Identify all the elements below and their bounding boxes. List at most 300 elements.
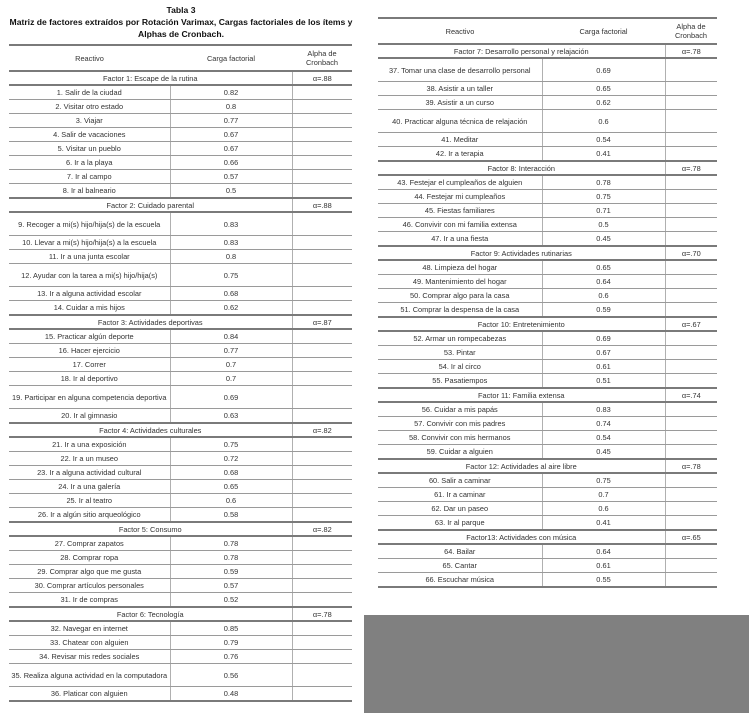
table-row — [9, 437, 352, 452]
item-loading: 0.59 — [170, 565, 292, 579]
item-label: 31. Ir de compras — [9, 593, 170, 608]
item-loading: 0.57 — [170, 170, 292, 184]
item-label: 40. Practicar alguna técnica de relajación — [378, 110, 542, 133]
item-label: 27. Comprar zapatos — [9, 536, 170, 551]
item-label: 11. Ir a una junta escolar — [9, 250, 170, 264]
item-label: 53. Pintar — [378, 346, 542, 360]
item-loading: 0.84 — [170, 329, 292, 344]
item-alpha-empty — [292, 344, 352, 358]
item-alpha-empty — [665, 133, 717, 147]
item-loading: 0.8 — [170, 100, 292, 114]
table-row — [9, 329, 352, 344]
item-label: 17. Correr — [9, 358, 170, 372]
item-loading: 0.64 — [542, 275, 665, 289]
factor-alpha: α=.88 — [292, 71, 352, 85]
factor-name: Factor 8: Interacción — [378, 161, 665, 175]
factor-name: Factor 2: Cuidado parental — [9, 198, 292, 212]
item-alpha-empty — [292, 358, 352, 372]
table-number: Tabla 3 — [166, 5, 196, 15]
table-row — [378, 516, 717, 531]
item-label: 64. Bailar — [378, 544, 542, 559]
item-label: 18. Ir al deportivo — [9, 372, 170, 386]
item-label: 22. Ir a un museo — [9, 452, 170, 466]
factor-header-row — [9, 198, 352, 212]
table-row — [378, 96, 717, 110]
item-alpha-empty — [665, 516, 717, 531]
item-alpha-empty — [665, 289, 717, 303]
table-row — [378, 147, 717, 162]
table-row — [378, 82, 717, 96]
item-loading: 0.85 — [170, 621, 292, 636]
item-alpha-empty — [292, 287, 352, 301]
item-loading: 0.6 — [170, 494, 292, 508]
table-row — [9, 212, 352, 236]
factor-header-row — [378, 246, 717, 260]
item-alpha-empty — [292, 636, 352, 650]
item-label: 1. Salir de la ciudad — [9, 85, 170, 100]
item-loading: 0.83 — [542, 402, 665, 417]
item-loading: 0.69 — [170, 386, 292, 409]
item-loading: 0.69 — [542, 58, 665, 82]
item-alpha-empty — [292, 100, 352, 114]
item-loading: 0.75 — [542, 473, 665, 488]
item-alpha-empty — [292, 621, 352, 636]
item-alpha-empty — [665, 473, 717, 488]
item-loading: 0.75 — [542, 190, 665, 204]
factor-header-row — [378, 388, 717, 402]
header-reactivo: Reactivo — [445, 26, 475, 36]
item-alpha-empty — [292, 664, 352, 687]
item-alpha-empty — [292, 437, 352, 452]
table-row — [9, 452, 352, 466]
table-row — [378, 544, 717, 559]
item-loading: 0.52 — [170, 593, 292, 608]
item-loading: 0.69 — [542, 331, 665, 346]
item-loading: 0.77 — [170, 114, 292, 128]
item-label: 43. Festejar el cumpleaños de alguien — [378, 175, 542, 190]
item-label: 42. Ir a terapia — [378, 147, 542, 162]
table-row — [9, 236, 352, 250]
item-label: 46. Convivir con mi familia extensa — [378, 218, 542, 232]
table-row — [378, 473, 717, 488]
item-alpha-empty — [292, 184, 352, 199]
item-label: 34. Revisar mis redes sociales — [9, 650, 170, 664]
item-alpha-empty — [292, 650, 352, 664]
item-alpha-empty — [292, 386, 352, 409]
item-label: 47. Ir a una fiesta — [378, 232, 542, 247]
table-row — [9, 593, 352, 608]
factor-header-row — [378, 530, 717, 544]
item-alpha-empty — [665, 204, 717, 218]
factor-name: Factor 5: Consumo — [9, 522, 292, 536]
table-row — [9, 142, 352, 156]
item-label: 38. Asistir a un taller — [378, 82, 542, 96]
table-row — [378, 275, 717, 289]
item-label: 61. Ir a caminar — [378, 488, 542, 502]
factor-alpha: α=.65 — [665, 530, 717, 544]
item-loading: 0.82 — [170, 85, 292, 100]
factor-alpha: α=.87 — [292, 315, 352, 329]
table-row — [9, 650, 352, 664]
item-loading: 0.78 — [170, 536, 292, 551]
item-label: 52. Armar un rompecabezas — [378, 331, 542, 346]
table-row — [9, 264, 352, 287]
item-loading: 0.67 — [542, 346, 665, 360]
item-loading: 0.65 — [170, 480, 292, 494]
factor-alpha: α=.78 — [665, 459, 717, 473]
factor-alpha: α=.82 — [292, 423, 352, 437]
item-label: 50. Comprar algo para la casa — [378, 289, 542, 303]
item-loading: 0.78 — [170, 551, 292, 565]
table-row — [9, 664, 352, 687]
item-label: 2. Visitar otro estado — [9, 100, 170, 114]
item-loading: 0.7 — [170, 372, 292, 386]
factor-alpha: α=.78 — [292, 607, 352, 621]
table-row — [9, 170, 352, 184]
table-body-left — [9, 71, 352, 701]
item-loading: 0.41 — [542, 516, 665, 531]
item-label: 13. Ir a alguna actividad escolar — [9, 287, 170, 301]
header-reactivo: Reactivo — [75, 53, 104, 63]
item-loading: 0.48 — [170, 687, 292, 702]
table-row — [9, 636, 352, 650]
item-label: 30. Comprar artículos personales — [9, 579, 170, 593]
item-label: 59. Cuidar a alguien — [378, 445, 542, 460]
item-loading: 0.45 — [542, 232, 665, 247]
item-label: 62. Dar un paseo — [378, 502, 542, 516]
item-label: 33. Chatear con alguien — [9, 636, 170, 650]
item-alpha-empty — [665, 218, 717, 232]
factor-name: Factor 11: Familia extensa — [378, 388, 665, 402]
item-loading: 0.6 — [542, 289, 665, 303]
item-label: 9. Recoger a mi(s) hijo/hija(s) de la escuela — [9, 212, 170, 236]
item-label: 19. Participar en alguna competencia deportiva — [9, 386, 170, 409]
table-row — [378, 218, 717, 232]
item-label: 3. Viajar — [9, 114, 170, 128]
item-alpha-empty — [292, 508, 352, 523]
item-label: 32. Navegar en internet — [9, 621, 170, 636]
item-loading: 0.74 — [542, 417, 665, 431]
item-label: 55. Pasatiempos — [378, 374, 542, 389]
item-label: 8. Ir al balneario — [9, 184, 170, 199]
item-loading: 0.41 — [542, 147, 665, 162]
table-title-line1: Matriz de factores extraídos por Rotación Varimax, Cargas factoriales de los ítems y — [9, 17, 353, 27]
item-label: 24. Ir a una galería — [9, 480, 170, 494]
table-title-line2: Alphas de Cronbach. — [138, 29, 224, 39]
item-alpha-empty — [665, 502, 717, 516]
factor-header-row — [9, 315, 352, 329]
table-row — [378, 431, 717, 445]
item-label: 39. Asistir a un curso — [378, 96, 542, 110]
item-alpha-empty — [665, 431, 717, 445]
factor-name: Factor13: Actividades con música — [378, 530, 665, 544]
item-loading: 0.7 — [542, 488, 665, 502]
table-body-right — [378, 44, 717, 587]
item-label: 15. Practicar algún deporte — [9, 329, 170, 344]
item-loading: 0.79 — [170, 636, 292, 650]
item-alpha-empty — [665, 110, 717, 133]
factor-name: Factor 1: Escape de la rutina — [9, 71, 292, 85]
item-label: 63. Ir al parque — [378, 516, 542, 531]
item-label: 10. Llevar a mi(s) hijo/hija(s) a la escuela — [9, 236, 170, 250]
item-loading: 0.68 — [170, 466, 292, 480]
table-row — [378, 346, 717, 360]
table-row — [9, 250, 352, 264]
table-row — [9, 100, 352, 114]
item-label: 6. Ir a la playa — [9, 156, 170, 170]
item-loading: 0.45 — [542, 445, 665, 460]
item-alpha-empty — [665, 445, 717, 460]
item-loading: 0.65 — [542, 82, 665, 96]
table-row — [9, 687, 352, 702]
table-row — [378, 445, 717, 460]
item-label: 12. Ayudar con la tarea a mi(s) hijo/hija(s) — [9, 264, 170, 287]
item-alpha-empty — [665, 147, 717, 162]
factor-name: Factor 10: Entretenimiento — [378, 317, 665, 331]
header-carga-factorial: Carga factorial — [579, 26, 628, 36]
item-loading: 0.67 — [170, 128, 292, 142]
item-alpha-empty — [665, 573, 717, 588]
item-loading: 0.83 — [170, 236, 292, 250]
item-alpha-empty — [292, 565, 352, 579]
item-loading: 0.61 — [542, 559, 665, 573]
item-alpha-empty — [665, 488, 717, 502]
table-row — [9, 114, 352, 128]
item-label: 41. Meditar — [378, 133, 542, 147]
table-row — [378, 58, 717, 82]
item-alpha-empty — [665, 82, 717, 96]
item-label: 45. Fiestas familiares — [378, 204, 542, 218]
item-label: 66. Escuchar música — [378, 573, 542, 588]
header-carga-factorial: Carga factorial — [206, 53, 256, 63]
table-row — [9, 466, 352, 480]
item-loading: 0.5 — [170, 184, 292, 199]
table-row — [378, 488, 717, 502]
factor-alpha: α=.70 — [665, 246, 717, 260]
table-row — [9, 184, 352, 199]
item-loading: 0.57 — [170, 579, 292, 593]
item-alpha-empty — [292, 329, 352, 344]
table-row — [9, 565, 352, 579]
item-label: 26. Ir a algún sitio arqueológico — [9, 508, 170, 523]
item-alpha-empty — [665, 175, 717, 190]
item-alpha-empty — [292, 593, 352, 608]
table-row — [9, 480, 352, 494]
item-loading: 0.83 — [170, 212, 292, 236]
table-caption — [0, 4, 362, 40]
item-loading: 0.6 — [542, 110, 665, 133]
item-loading: 0.56 — [170, 664, 292, 687]
item-alpha-empty — [292, 536, 352, 551]
table-row — [378, 360, 717, 374]
item-alpha-empty — [292, 301, 352, 316]
factor-header-row — [378, 44, 717, 58]
item-label: 56. Cuidar a mis papás — [378, 402, 542, 417]
item-loading: 0.6 — [542, 502, 665, 516]
table-row — [9, 494, 352, 508]
item-loading: 0.66 — [170, 156, 292, 170]
item-loading: 0.61 — [542, 360, 665, 374]
factor-name: Factor 4: Actividades culturales — [9, 423, 292, 437]
item-alpha-empty — [665, 331, 717, 346]
table-row — [378, 133, 717, 147]
table-row — [9, 551, 352, 565]
table-row — [378, 190, 717, 204]
item-alpha-empty — [292, 466, 352, 480]
table-row — [9, 508, 352, 523]
item-loading: 0.62 — [542, 96, 665, 110]
item-loading: 0.51 — [542, 374, 665, 389]
table-row — [378, 204, 717, 218]
item-label: 5. Visitar un pueblo — [9, 142, 170, 156]
item-label: 16. Hacer ejercicio — [9, 344, 170, 358]
item-loading: 0.54 — [542, 431, 665, 445]
table-row — [9, 301, 352, 316]
item-alpha-empty — [292, 212, 352, 236]
item-alpha-empty — [665, 58, 717, 82]
table-row — [9, 358, 352, 372]
item-alpha-empty — [665, 232, 717, 247]
item-alpha-empty — [292, 480, 352, 494]
header-alpha: Alpha de Cronbach — [674, 22, 708, 40]
item-alpha-empty — [292, 85, 352, 100]
item-loading: 0.72 — [170, 452, 292, 466]
item-label: 65. Cantar — [378, 559, 542, 573]
item-label: 29. Comprar algo que me gusta — [9, 565, 170, 579]
table-header-row — [378, 18, 717, 44]
factor-alpha: α=.78 — [665, 161, 717, 175]
item-alpha-empty — [292, 551, 352, 565]
item-alpha-empty — [665, 402, 717, 417]
table-row — [378, 559, 717, 573]
factor-header-row — [378, 161, 717, 175]
table-row — [378, 402, 717, 417]
item-alpha-empty — [665, 96, 717, 110]
item-loading: 0.75 — [170, 264, 292, 287]
item-alpha-empty — [292, 142, 352, 156]
item-label: 49. Mantenimiento del hogar — [378, 275, 542, 289]
item-label: 14. Cuidar a mis hijos — [9, 301, 170, 316]
factor-table-right — [378, 17, 717, 588]
factor-name: Factor 9: Actividades rutinarias — [378, 246, 665, 260]
item-alpha-empty — [665, 417, 717, 431]
table-row — [9, 536, 352, 551]
item-alpha-empty — [292, 494, 352, 508]
item-label: 44. Festejar mi cumpleaños — [378, 190, 542, 204]
item-loading: 0.77 — [170, 344, 292, 358]
item-label: 51. Comprar la despensa de la casa — [378, 303, 542, 318]
header-alpha: Alpha de Cronbach — [305, 49, 339, 67]
item-alpha-empty — [665, 559, 717, 573]
table-row — [9, 372, 352, 386]
table-row — [378, 374, 717, 389]
item-alpha-empty — [665, 275, 717, 289]
item-alpha-empty — [665, 190, 717, 204]
factor-header-row — [9, 423, 352, 437]
table-row — [9, 128, 352, 142]
factor-header-row — [378, 459, 717, 473]
item-label: 37. Tomar una clase de desarrollo personal — [378, 58, 542, 82]
item-alpha-empty — [665, 374, 717, 389]
item-alpha-empty — [292, 156, 352, 170]
table-row — [9, 287, 352, 301]
table-row — [378, 331, 717, 346]
factor-name: Factor 12: Actividades al aire libre — [378, 459, 665, 473]
item-loading: 0.65 — [542, 260, 665, 275]
item-label: 35. Realiza alguna actividad en la computadora — [9, 664, 170, 687]
table-row — [9, 409, 352, 424]
item-alpha-empty — [292, 250, 352, 264]
item-loading: 0.5 — [542, 218, 665, 232]
table-row — [378, 303, 717, 318]
item-loading: 0.75 — [170, 437, 292, 452]
redacted-gray-block — [364, 615, 749, 713]
table-row — [9, 386, 352, 409]
item-label: 60. Salir a caminar — [378, 473, 542, 488]
item-label: 23. Ir a alguna actividad cultural — [9, 466, 170, 480]
table-row — [378, 417, 717, 431]
table-row — [378, 110, 717, 133]
table-row — [378, 573, 717, 588]
table-row — [9, 579, 352, 593]
item-loading: 0.59 — [542, 303, 665, 318]
factor-header-row — [9, 522, 352, 536]
item-loading: 0.67 — [170, 142, 292, 156]
table-row — [378, 232, 717, 247]
table-row — [9, 85, 352, 100]
item-loading: 0.68 — [170, 287, 292, 301]
factor-alpha: α=.74 — [665, 388, 717, 402]
factor-alpha: α=.88 — [292, 198, 352, 212]
factor-header-row — [9, 607, 352, 621]
item-alpha-empty — [665, 346, 717, 360]
factor-alpha: α=.78 — [665, 44, 717, 58]
item-alpha-empty — [292, 452, 352, 466]
factor-table-left — [9, 44, 352, 702]
factor-name: Factor 7: Desarrollo personal y relajación — [378, 44, 665, 58]
factor-alpha: α=.67 — [665, 317, 717, 331]
item-loading: 0.64 — [542, 544, 665, 559]
item-alpha-empty — [665, 360, 717, 374]
factor-header-row — [9, 71, 352, 85]
item-alpha-empty — [292, 128, 352, 142]
item-loading: 0.8 — [170, 250, 292, 264]
item-loading: 0.55 — [542, 573, 665, 588]
item-alpha-empty — [292, 372, 352, 386]
table-row — [378, 260, 717, 275]
item-loading: 0.76 — [170, 650, 292, 664]
table-row — [378, 289, 717, 303]
item-label: 54. Ir al circo — [378, 360, 542, 374]
item-loading: 0.58 — [170, 508, 292, 523]
item-alpha-empty — [292, 579, 352, 593]
table-row — [378, 175, 717, 190]
item-label: 28. Comprar ropa — [9, 551, 170, 565]
table-row — [9, 156, 352, 170]
item-label: 7. Ir al campo — [9, 170, 170, 184]
item-loading: 0.62 — [170, 301, 292, 316]
table-row — [9, 344, 352, 358]
item-label: 25. Ir al teatro — [9, 494, 170, 508]
item-alpha-empty — [665, 544, 717, 559]
item-alpha-empty — [292, 264, 352, 287]
factor-header-row — [378, 317, 717, 331]
item-label: 20. Ir al gimnasio — [9, 409, 170, 424]
item-label: 4. Salir de vacaciones — [9, 128, 170, 142]
item-loading: 0.63 — [170, 409, 292, 424]
item-alpha-empty — [665, 260, 717, 275]
table-row — [378, 502, 717, 516]
